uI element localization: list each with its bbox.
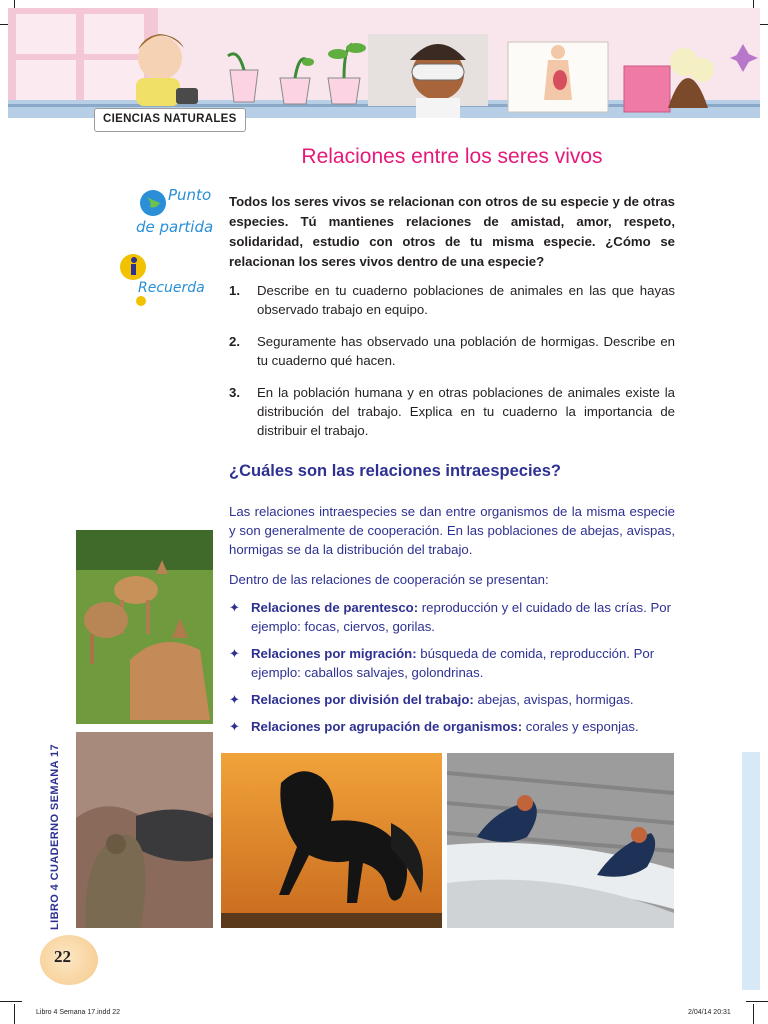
- paragraph-intraspecies: Las relaciones intraespecies se dan entre organismos de la misma especie y son generalmente de cooperación. En las poblaciones de abejas, avispas, hormigas se da la distribución del trabajo.: [229, 504, 675, 557]
- crop-mark: [753, 1004, 754, 1024]
- bullet-text: búsqueda de comida, reproducción. Por ejemplo: caballos salvajes, golondrinas.: [251, 646, 655, 680]
- intro-paragraph: Todos los seres vivos se relacionan con otros de su especie y de otras especies. Tú mantienes relaciones de amistad, amor, respeto, solidaridad, estudio con otros de tu misma especie. ¿Cómo se relacionan los seres vivos dentro de una especie?: [229, 194, 675, 269]
- star-bullet-icon: ✦: [229, 692, 241, 707]
- list-item: [229, 690, 675, 709]
- sea-lions-photo: [76, 732, 213, 928]
- swallows-photo: [447, 753, 674, 928]
- list-item: [229, 332, 675, 370]
- deer-photo: [76, 530, 213, 724]
- punto-de-partida-badge: [134, 186, 218, 244]
- page-number: 22: [54, 947, 71, 966]
- question-text: Seguramente has observado una población de hormigas. Describe en tu cuaderno qué hacen.: [257, 334, 675, 368]
- star-bullet-icon: ✦: [229, 646, 241, 661]
- book-week-label: [44, 745, 68, 930]
- page-title: Relaciones entre los seres vivos: [301, 145, 603, 168]
- punto-label: Punto: [168, 186, 212, 204]
- question-text: En la población humana y en otras poblaciones de animales existe la distribución del trabajo. Explica en tu cuaderno la importancia de distribuir el trabajo.: [257, 385, 675, 438]
- question-number: 1.: [229, 283, 240, 298]
- star-bullet-icon: ✦: [229, 719, 241, 734]
- book-week-text: LIBRO 4 CUADERNO SEMANA 17: [49, 743, 61, 930]
- list-item: [229, 644, 675, 682]
- recuerda-label: Recuerda: [138, 280, 205, 296]
- bullet-lead: Relaciones de parentesco:: [251, 600, 419, 615]
- pointer-icon: [134, 294, 148, 308]
- questions-list: [229, 281, 675, 453]
- bullet-text: reproducción y el cuidado de las crías. Por ejemplo: focas, ciervos, gorilas.: [251, 600, 672, 634]
- section-heading: ¿Cuáles son las relaciones intraespecies?: [229, 462, 561, 480]
- horse-photo: [221, 753, 442, 928]
- crop-mark: [746, 1001, 768, 1002]
- de-partida-label: de partida: [136, 218, 214, 236]
- bullet-lead: Relaciones por migración:: [251, 646, 417, 661]
- slug-file: Libro 4 Semana 17.indd 22: [36, 1009, 121, 1016]
- globe-icon: [138, 188, 168, 218]
- section-label: CIENCIAS NATURALES: [94, 108, 246, 132]
- side-strip: [742, 752, 760, 990]
- bullet-text: abejas, avispas, hormigas.: [473, 692, 634, 707]
- crop-mark: [0, 1001, 22, 1002]
- bullet-text: corales y esponjas.: [522, 719, 639, 734]
- list-item: [229, 281, 675, 319]
- question-number: 3.: [229, 385, 240, 400]
- question-text: Describe en tu cuaderno poblaciones de animales en las que hayas observado trabajo en equipo.: [257, 283, 675, 317]
- bullet-lead: Relaciones por agrupación de organismos:: [251, 719, 523, 734]
- list-item: [229, 383, 675, 440]
- header-illustration: [8, 8, 760, 118]
- crop-mark: [14, 1004, 15, 1024]
- paragraph-cooperation: Dentro de las relaciones de cooperación se presentan:: [229, 572, 549, 587]
- recuerda-badge: [116, 252, 226, 308]
- bullet-lead: Relaciones por división del trabajo:: [251, 692, 474, 707]
- list-item: [229, 598, 675, 636]
- slug-date: 2/04/14 20:31: [688, 1009, 731, 1016]
- list-item: [229, 717, 675, 736]
- cooperation-list: [229, 598, 675, 744]
- question-number: 2.: [229, 334, 240, 349]
- star-bullet-icon: ✦: [229, 600, 241, 615]
- info-icon: [118, 252, 148, 282]
